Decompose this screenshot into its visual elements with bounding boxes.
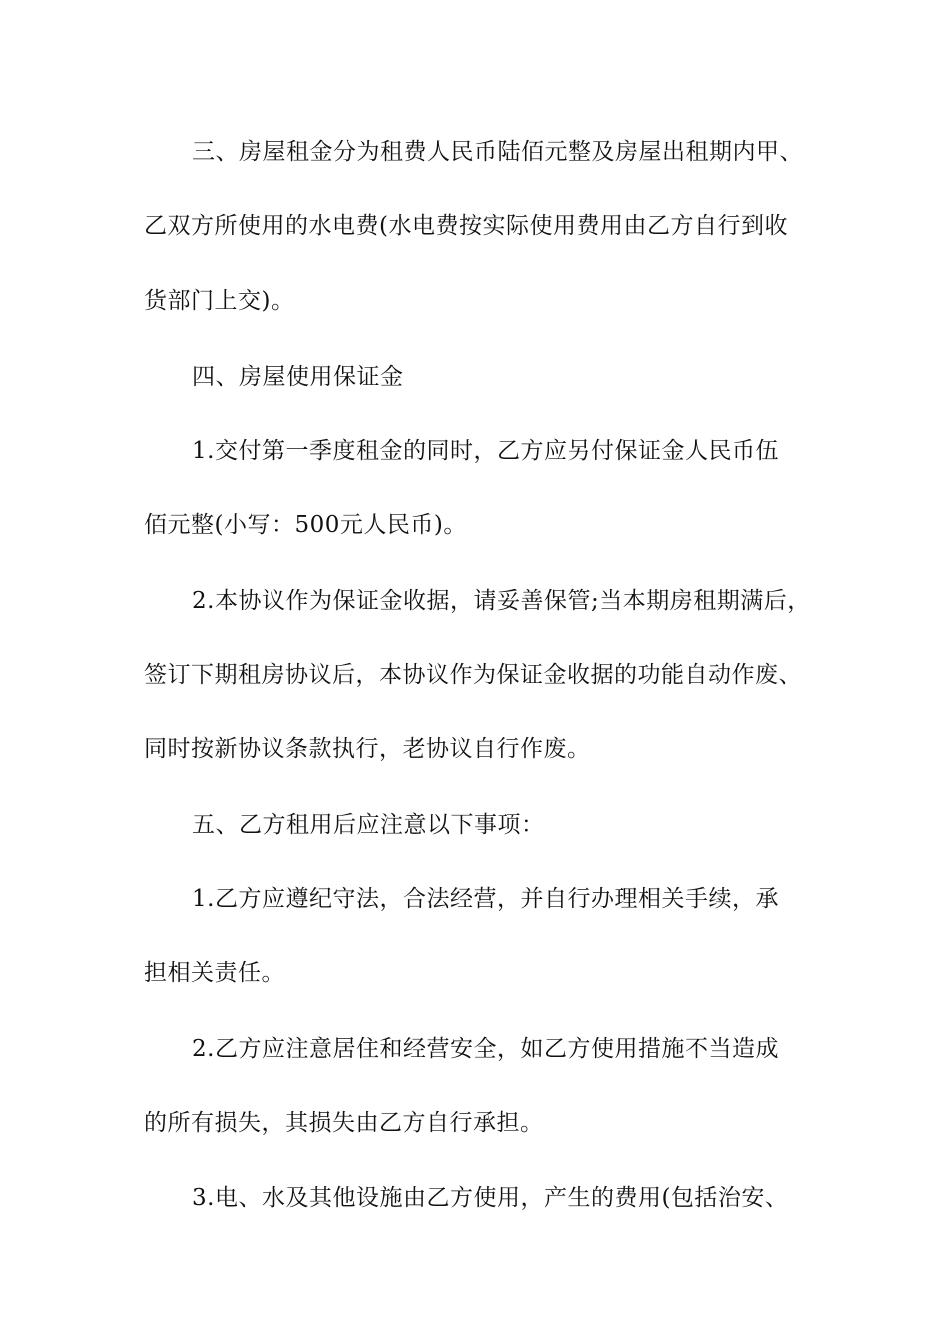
section-heading: 四、房屋使用保证金 <box>192 364 404 390</box>
text-line: 佰元整(小写：500元人民币)。 <box>144 512 467 538</box>
text-line: 三、房屋租金分为租费人民币陆佰元整及房屋出租期内甲、 <box>192 139 803 165</box>
text-line: 2.本协议作为保证金收据，请妥善保管;当本期房租期满后， <box>192 588 811 614</box>
text-line: 担相关责任。 <box>144 960 285 986</box>
text-line: 同时按新协议条款执行，老协议自行作废。 <box>144 736 591 762</box>
text-line: 签订下期租房协议后，本协议作为保证金收据的功能自动作废、 <box>144 662 802 688</box>
text-line: 乙双方所使用的水电费(水电费按实际使用费用由乙方自行到收 <box>144 213 788 239</box>
section-heading: 五、乙方租用后应注意以下事项： <box>192 812 545 838</box>
text-line: 2.乙方应注意居住和经营安全，如乙方使用措施不当造成 <box>192 1036 779 1062</box>
text-line: 的所有损失，其损失由乙方自行承担。 <box>144 1110 544 1136</box>
text-line: 3.电、水及其他设施由乙方使用，产生的费用(包括治安、 <box>192 1185 789 1211</box>
text-line: 货部门上交)。 <box>144 288 295 314</box>
text-line: 1.交付第一季度租金的同时，乙方应另付保证金人民币伍 <box>192 438 779 464</box>
text-line: 1.乙方应遵纪守法，合法经营，并自行办理相关手续，承 <box>192 886 779 912</box>
